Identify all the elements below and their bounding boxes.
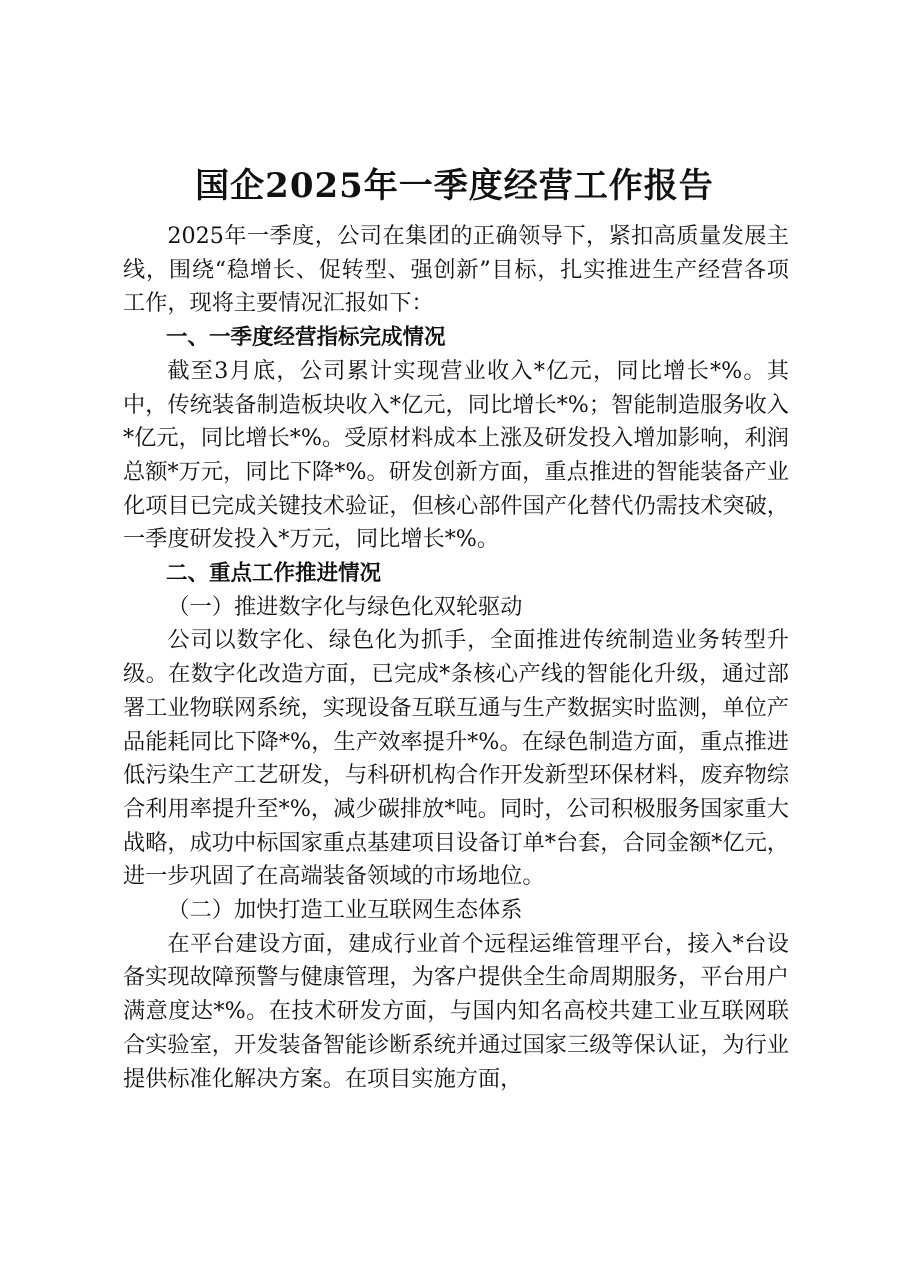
- section-1-paragraph: 截至3月底，公司累计实现营业收入*亿元，同比增长*%。其中，传统装备制造板块收入*亿元，同比增长*%；智能制造服务收入*亿元，同比增长*%。受原材料成本上涨及研发投入增加影响，利润总额*万元，同比下降*%。研发创新方面，重点推进的智能装备产业化项目已完成关键技术验证，但核心部件国产化替代仍需技术突破，一季度研发投入*万元，同比增长*%。: [123, 357, 789, 553]
- subsection-heading-1: （一）推进数字化与绿色化双轮驱动: [167, 593, 523, 620]
- document-title: 国企2025年一季度经营工作报告: [195, 166, 714, 206]
- document-body: [123, 220, 789, 1096]
- subsection-1-paragraph: 公司以数字化、绿色化为抓手，全面推进传统制造业务转型升级。在数字化改造方面，已完成*条核心产线的智能化升级，通过部署工业物联网系统，实现设备互联互通与生产数据实时监测，单位产品能耗同比下降*%，生产效率提升*%。在绿色制造方面，重点推进低污染生产工艺研发，与科研机构合作开发新型环保材料，废弃物综合利用率提升至*%，减少碳排放*吨。同时，公司积极服务国家重大战略，成功中标国家重点基建项目设备订单*台套，合同金额*亿元，进一步巩固了在高端装备领域的市场地位。: [123, 627, 789, 890]
- intro-paragraph: 2025年一季度，公司在集团的正确领导下，紧扣高质量发展主线，围绕“稳增长、促转型、强创新”目标，扎实推进生产经营各项工作，现将主要情况汇报如下：: [123, 223, 789, 317]
- subsection-2-paragraph: 在平台建设方面，建成行业首个远程运维管理平台，接入*台设备实现故障预警与健康管理，为客户提供全生命周期服务，平台用户满意度达*%。在技术研发方面，与国内知名高校共建工业互联网联合实验室，开发装备智能诊断系统并通过国家三级等保认证，为行业提供标准化解决方案。在项目实施方面，: [123, 930, 789, 1092]
- section-heading-2: 二、重点工作推进情况: [166, 561, 382, 587]
- subsection-heading-2: （二）加快打造工业互联网生态体系: [167, 897, 523, 924]
- section-heading-1: 一、一季度经营指标完成情况: [166, 325, 446, 351]
